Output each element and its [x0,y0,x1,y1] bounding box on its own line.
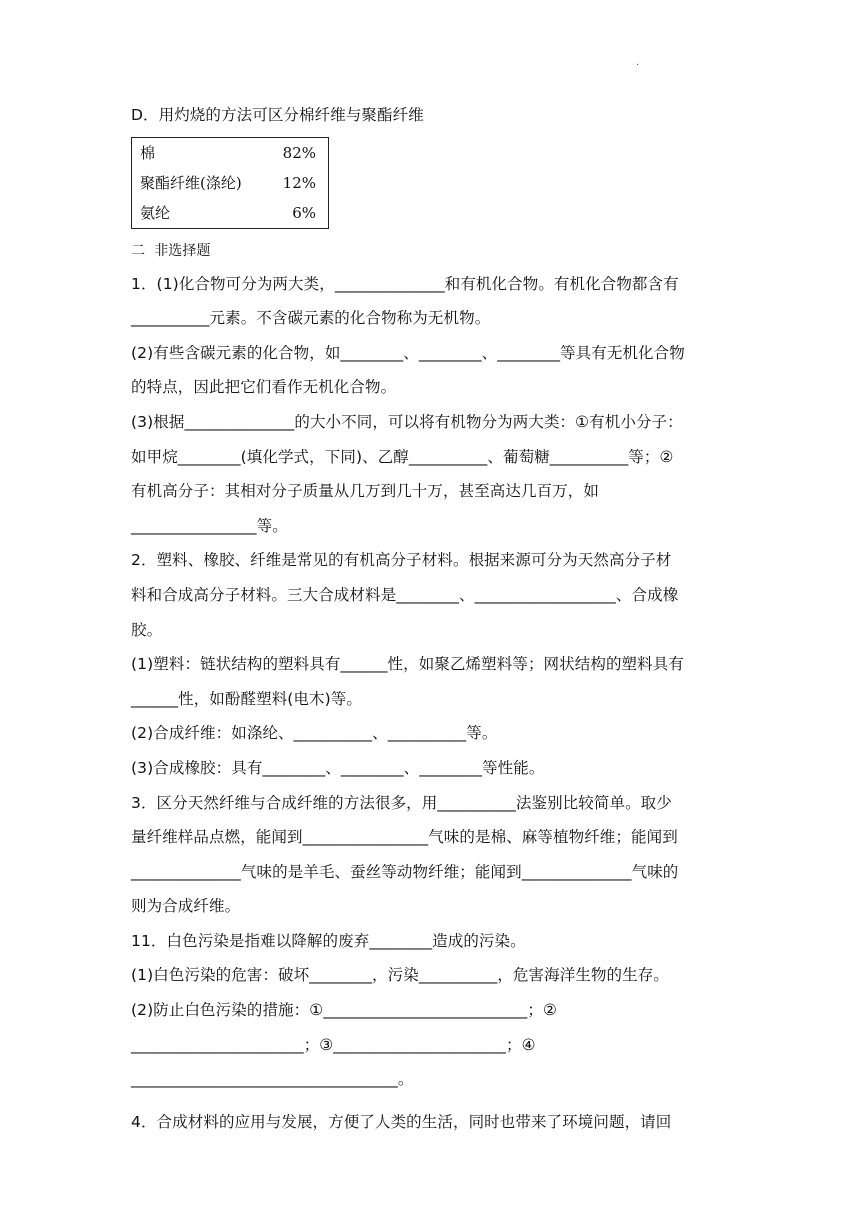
text-line: (1)塑料：链状结构的塑料具有______性，如聚乙烯塑料等；网状结构的塑料具有 [131,655,684,674]
fiber-percent: 12% [282,173,316,192]
fiber-percent: 82% [282,143,316,162]
text-line: (3)根据______________的大小不同，可以将有机物分为两大类：①有机小分子： [131,412,683,431]
text-line: 11．白色污染是指难以降解的废弃________造成的污染。 [131,931,526,950]
text-line: ______________气味的是羊毛、蚕丝等动物纤维；能闻到______________气味的 [131,862,679,881]
text-line: 则为合成纤维。 [131,897,241,916]
table-row [132,137,329,168]
text-line: 3．区分天然纤维与合成纤维的方法很多，用__________法鉴别比较简单。取少 [131,793,672,812]
section-title: 二 非选择题 [131,242,211,259]
option-d: D．用灼烧的方法可区分棉纤维与聚酯纤维 [131,106,424,124]
text-line: 1．(1)化合物可分为两大类，______________和有机化合物。有机化合物都含有 [131,274,679,293]
document-body [131,98,731,1139]
text-line: (2)防止白色污染的措施：①__________________________；② [131,1001,557,1020]
text-line: 料和合成高分子材料。三大合成材料是________、__________________、合成橡 [131,585,679,604]
text-line: ________________等。 [131,516,288,535]
text-line: ______________________；③______________________；④ [131,1035,536,1054]
text-line: 有机高分子：其相对分子质量从几万到几十万，甚至高达几百万，如 [131,482,600,501]
text-line: __________元素。不含碳元素的化合物称为无机物。 [131,309,491,328]
table-row [132,168,329,198]
text-line: 如甲烷________(填化学式，下同)、乙醇__________、葡萄糖__________等；② [131,447,674,466]
table-row [132,198,329,229]
header-dot: · [636,60,640,71]
fiber-name: 氨纶 [140,204,171,223]
text-line: 量纤维样品点燃，能闻到________________气味的是棉、麻等植物纤维；能闻到 [131,828,678,847]
fiber-name: 聚酯纤维(涤纶) [140,174,242,193]
fiber-name: 棉 [140,144,156,163]
text-line: (2)有些含碳元素的化合物，如________、________、________等具有无机化合物 [131,343,685,362]
text-line: ______性，如酚醛塑料(电木)等。 [131,689,362,708]
text-line: 4．合成材料的应用与发展，方便了人类的生活，同时也带来了环境问题，请回 [131,1112,672,1131]
text-line: (1)白色污染的危害：破坏________，污染__________，危害海洋生物的生存。 [131,966,669,985]
fiber-percent: 6% [292,203,316,222]
text-line: 的特点，因此把它们看作无机化合物。 [131,378,397,397]
fiber-composition-table [131,137,329,229]
text-line: (2)合成纤维：如涤纶、__________、__________等。 [131,724,498,743]
text-line: 2．塑料、橡胶、纤维是常见的有机高分子材料。根据来源可分为天然高分子材 [131,551,672,570]
text-line: (3)合成橡胶：具有________、________、________等性能。 [131,758,545,777]
text-line: __________________________________。 [131,1070,414,1089]
text-line: 胶。 [131,620,163,639]
